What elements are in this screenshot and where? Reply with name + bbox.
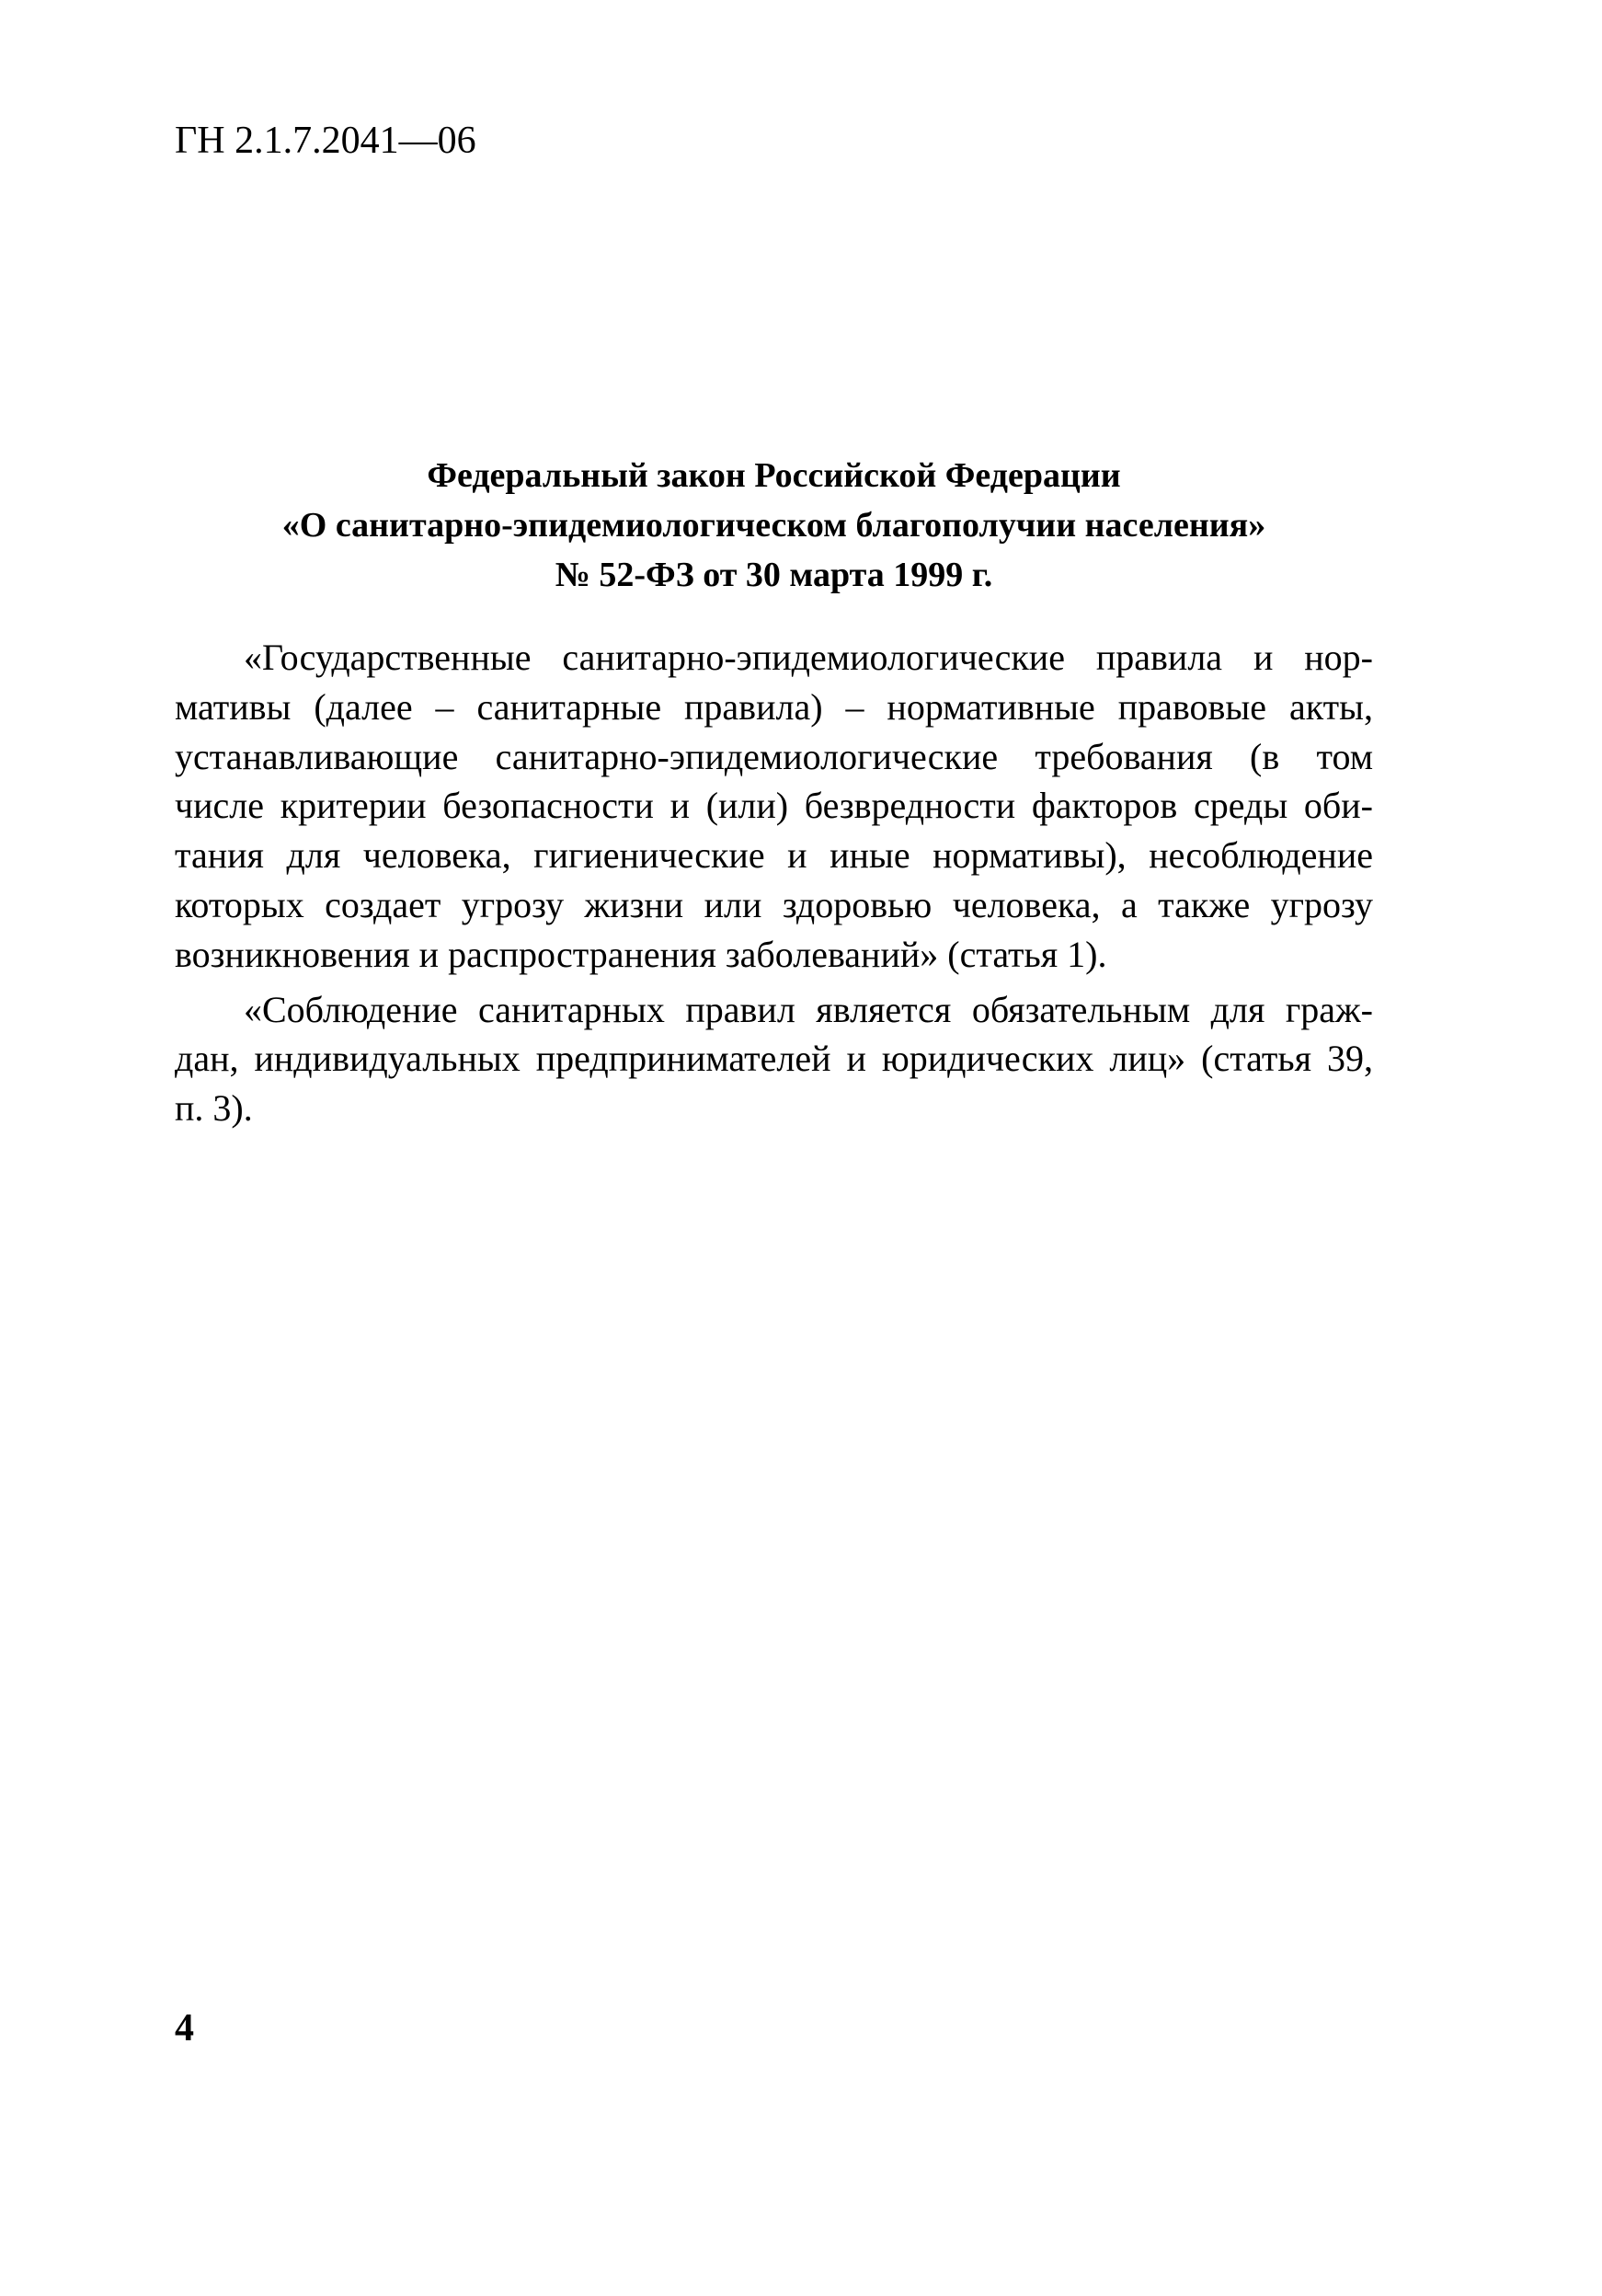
law-heading bbox=[175, 451, 1373, 600]
body-text bbox=[175, 633, 1373, 1133]
paragraph-line: устанавливающие санитарно-эпидемиологические требования (в том bbox=[175, 735, 1373, 777]
paragraph-definition bbox=[175, 633, 1373, 980]
heading-line-2: «О санитарно-эпидемиологическом благополучии населения» bbox=[281, 506, 1266, 545]
paragraph-line: «Соблюдение санитарных правил является обязательным для граж- bbox=[244, 988, 1373, 1030]
heading-line-3: № 52-ФЗ от 30 марта 1999 г. bbox=[555, 556, 993, 594]
paragraph-line: п. 3). bbox=[175, 1087, 253, 1130]
paragraph-line: мативы (далее – санитарные правила) – нормативные правовые акты, bbox=[175, 685, 1373, 728]
paragraph-line: «Государственные санитарно-эпидемиологические правила и нор- bbox=[244, 637, 1373, 678]
paragraph-compliance bbox=[175, 985, 1373, 1133]
document-code: ГН 2.1.7.2041—06 bbox=[175, 120, 476, 162]
paragraph-line: которых создает угрозу жизни или здоровью человека, а также угрозу bbox=[175, 883, 1373, 925]
paragraph-line: тания для человека, гигиенические и иные нормативы), несоблюдение bbox=[175, 834, 1373, 877]
paragraph-line: возникновения и распространения заболеваний» (статья 1). bbox=[175, 933, 1107, 975]
heading-line-1: Федеральный закон Российской Федерации bbox=[427, 456, 1121, 495]
paragraph-line: числе критерии безопасности и (или) безвредности факторов среды оби- bbox=[175, 785, 1373, 827]
page-number: 4 bbox=[175, 2007, 194, 2049]
paragraph-line: дан, индивидуальных предпринимателей и юридических лиц» (статья 39, bbox=[175, 1038, 1373, 1080]
